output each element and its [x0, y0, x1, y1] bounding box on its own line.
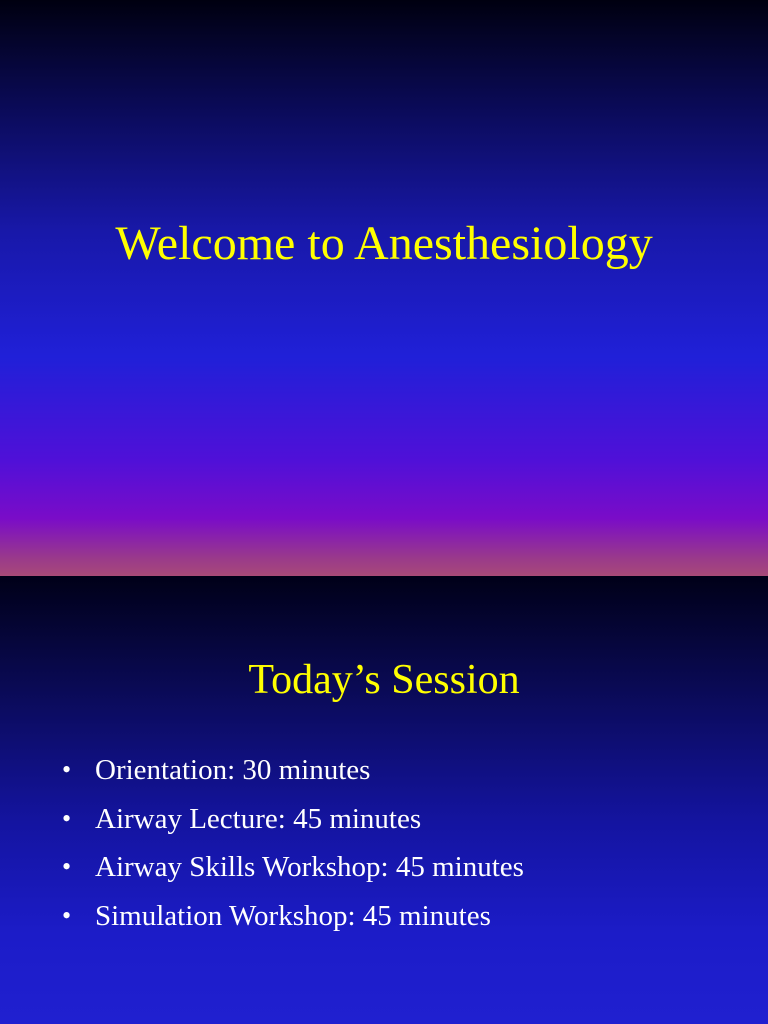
agenda-item	[62, 746, 524, 795]
bullet-icon: •	[62, 803, 72, 833]
agenda-item-label: Airway Skills Workshop: 45 minutes	[95, 851, 524, 883]
bullet-icon: •	[62, 900, 72, 930]
agenda-item-label: Airway Lecture: 45 minutes	[95, 802, 422, 835]
agenda-item	[62, 795, 524, 844]
agenda-item	[62, 843, 524, 892]
agenda-item-label: Simulation Workshop: 45 minutes	[95, 899, 491, 932]
agenda-item	[62, 892, 524, 941]
agenda-item-label: Orientation: 30 minutes	[95, 754, 371, 786]
session-agenda-list	[62, 746, 524, 940]
bullet-icon: •	[62, 755, 72, 784]
slide-title: Welcome to Anesthesiology	[115, 217, 653, 270]
slide-todays-session	[0, 576, 768, 1024]
slide-title: Today’s Session	[248, 657, 520, 703]
bullet-icon: •	[62, 852, 72, 881]
